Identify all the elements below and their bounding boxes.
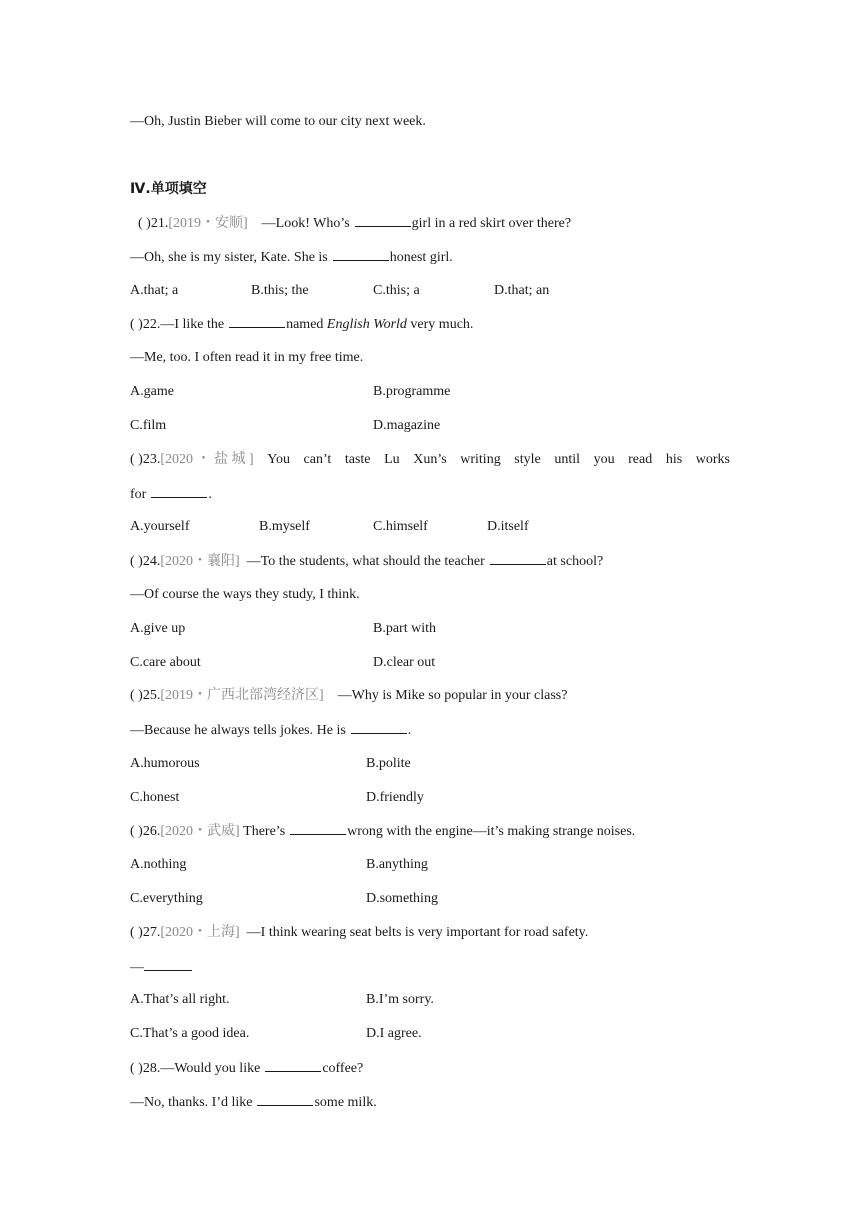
answer-paren: ( ) — [130, 925, 143, 940]
option-b: B.I’m sorry. — [366, 992, 434, 1007]
option-c: C.himself — [373, 519, 428, 534]
stem-word: read — [628, 452, 653, 467]
section-title: Ⅳ.单项填空 — [130, 181, 207, 197]
answer-paren: ( ) — [130, 452, 143, 467]
question-number: 22. — [142, 317, 161, 332]
stem-text: —Why is Mike so popular in your class? — [337, 688, 568, 703]
answer-blank — [151, 485, 207, 498]
answer-paren: ( ) — [138, 216, 151, 231]
option-d: D.that; an — [494, 283, 550, 298]
question-source: [2019・广西北部湾经济区] — [160, 688, 324, 703]
question-22-reply: —Me, too. I often read it in my free time. — [130, 350, 364, 365]
question-number: 23. — [142, 452, 161, 467]
stem-text: . — [208, 487, 212, 502]
reply-text: — — [130, 960, 144, 975]
stem-word: his — [665, 452, 683, 467]
question-number: 26. — [142, 824, 161, 839]
answer-paren: ( ) — [130, 1061, 143, 1076]
stem-text: named — [286, 317, 324, 332]
option-b: B.programme — [373, 384, 451, 399]
answer-blank — [290, 822, 346, 835]
answer-paren: ( ) — [130, 824, 143, 839]
question-number: 27. — [142, 925, 161, 940]
question-number: 21. — [150, 216, 169, 231]
option-d: D.clear out — [373, 655, 436, 670]
stem-text: coffee? — [322, 1061, 364, 1076]
question-source: [2020・襄阳] — [160, 554, 240, 569]
stem-word: taste — [344, 452, 371, 467]
option-d: D.something — [366, 891, 438, 906]
stem-word: until — [554, 452, 580, 467]
question-21-stem — [138, 214, 571, 233]
stem-text: —Would you like — [160, 1061, 261, 1076]
option-d: D.magazine — [373, 418, 441, 433]
question-27-reply — [130, 958, 193, 977]
question-28-reply — [130, 1093, 377, 1112]
stem-word: Lu — [384, 452, 400, 467]
answer-paren: ( ) — [130, 688, 143, 703]
stem-text: very much. — [410, 317, 474, 332]
answer-paren: ( ) — [130, 317, 143, 332]
option-a: A.That’s all right. — [130, 992, 230, 1007]
option-a: A.give up — [130, 621, 186, 636]
reply-text: —No, thanks. I’d like — [130, 1095, 253, 1110]
question-source: [2020・武威] — [160, 824, 240, 839]
stem-word: works — [695, 452, 730, 467]
stem-word: style — [514, 452, 541, 467]
magazine-title: English World — [326, 317, 407, 332]
intro-line: —Oh, Justin Bieber will come to our city next week. — [130, 114, 426, 129]
option-b: B.myself — [259, 519, 310, 534]
option-c: C.this; a — [373, 283, 420, 298]
answer-blank — [144, 958, 192, 971]
stem-word: can’t — [303, 452, 332, 467]
option-b: B.anything — [366, 857, 428, 872]
question-24-reply: —Of course the ways they study, I think. — [130, 587, 360, 602]
option-d: D.I agree. — [366, 1026, 422, 1041]
stem-text: —Look! Who’s — [261, 216, 350, 231]
answer-blank — [490, 552, 546, 565]
stem-word: You — [267, 452, 290, 467]
reply-text: some milk. — [314, 1095, 377, 1110]
stem-text: —I like the — [160, 317, 225, 332]
question-26-stem — [130, 822, 635, 841]
question-source: [2019・安顺] — [168, 216, 248, 231]
answer-blank — [229, 315, 285, 328]
question-22-stem — [130, 315, 473, 334]
option-a: A.humorous — [130, 756, 200, 771]
option-a: A.that; a — [130, 283, 179, 298]
option-a: A.nothing — [130, 857, 187, 872]
option-a: A.yourself — [130, 519, 190, 534]
question-23-cont — [130, 485, 212, 504]
answer-blank — [333, 248, 389, 261]
question-number: 25. — [142, 688, 161, 703]
option-c: C.That’s a good idea. — [130, 1026, 250, 1041]
answer-paren: ( ) — [130, 554, 143, 569]
option-d: D.friendly — [366, 790, 424, 805]
option-c: C.honest — [130, 790, 180, 805]
stem-text: girl in a red skirt over there? — [411, 216, 572, 231]
answer-blank — [355, 214, 411, 227]
reply-text: —Oh, she is my sister, Kate. She is — [130, 250, 328, 265]
question-28-stem — [130, 1059, 363, 1078]
question-source: [2020・上海] — [160, 925, 240, 940]
stem-text: There’s — [243, 824, 286, 839]
option-a: A.game — [130, 384, 174, 399]
stem-word: writing — [460, 452, 501, 467]
question-23-stem — [130, 451, 730, 469]
question-number: 28. — [142, 1061, 161, 1076]
question-number: 24. — [142, 554, 161, 569]
question-source: [2020 ・ 盐 城 ] — [160, 452, 254, 467]
option-c: C.care about — [130, 655, 201, 670]
stem-text: for — [130, 487, 147, 502]
stem-word: you — [593, 452, 615, 467]
answer-blank — [351, 721, 407, 734]
option-d: D.itself — [487, 519, 529, 534]
stem-text: at school? — [546, 554, 604, 569]
option-b: B.part with — [373, 621, 436, 636]
stem-text: —I think wearing seat belts is very important for road safety. — [246, 925, 589, 940]
stem-text: wrong with the engine—it’s making strange noises. — [347, 824, 636, 839]
stem-word: Xun’s — [413, 452, 447, 467]
question-21-reply — [130, 248, 453, 267]
option-c: C.film — [130, 418, 167, 433]
reply-text: . — [407, 723, 412, 738]
question-25-reply — [130, 721, 411, 740]
answer-blank — [265, 1059, 321, 1072]
answer-blank — [257, 1093, 313, 1106]
option-c: C.everything — [130, 891, 203, 906]
option-b: B.this; the — [251, 283, 309, 298]
stem-text: —To the students, what should the teacher — [246, 554, 485, 569]
question-24-stem — [130, 552, 603, 571]
reply-text: —Because he always tells jokes. He is — [130, 723, 346, 738]
question-25-stem — [130, 687, 567, 705]
option-b: B.polite — [366, 756, 411, 771]
reply-text: honest girl. — [389, 250, 453, 265]
question-27-stem — [130, 924, 588, 942]
